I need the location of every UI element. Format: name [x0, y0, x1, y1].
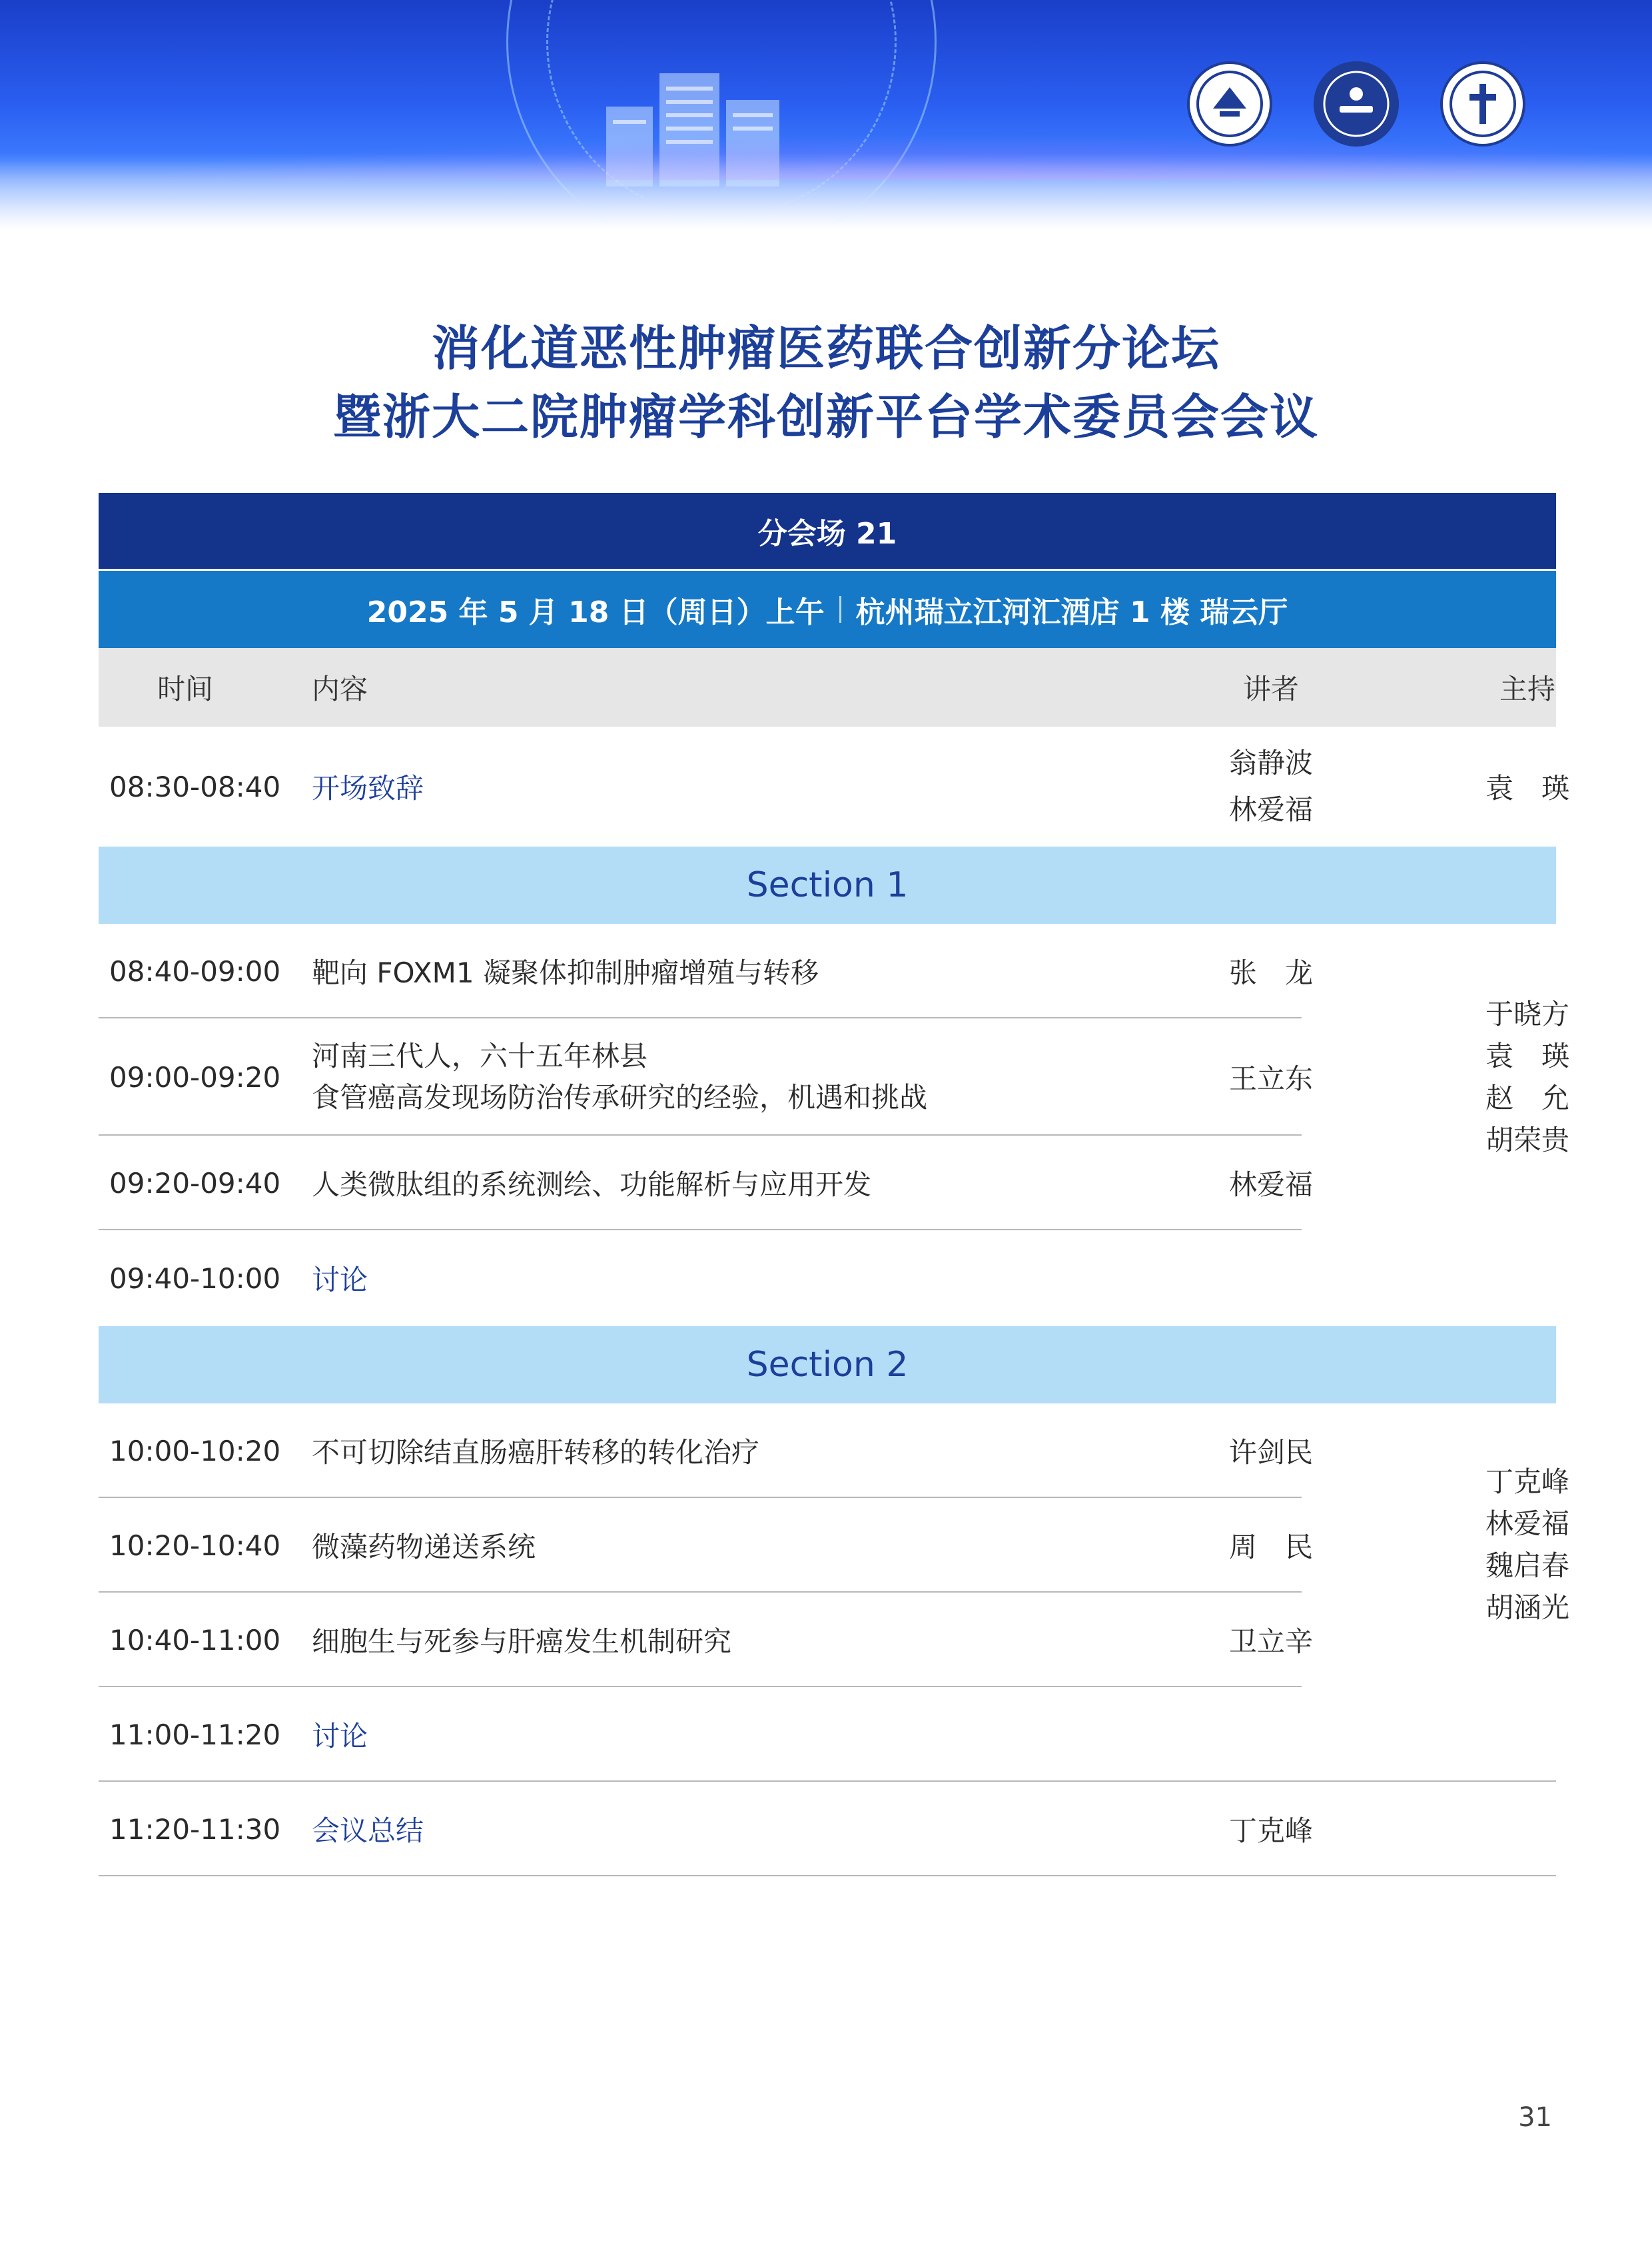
- row-content: 微藻药物递送系统: [312, 1531, 536, 1563]
- row-content: 人类微肽组的系统测绘、功能解析与应用开发: [312, 1168, 872, 1201]
- content-line: 食管癌高发现场防治传承研究的经验，机遇和挑战: [312, 1081, 928, 1114]
- header-time: 时间: [157, 673, 213, 705]
- row-speaker: [1164, 727, 1378, 847]
- header-content: 内容: [312, 673, 368, 705]
- content-line: 河南三代人，六十五年林县: [312, 1040, 648, 1072]
- row-time: 09:00-09:20: [109, 1060, 281, 1094]
- table-header: [99, 648, 1556, 727]
- row-time: 09:20-09:40: [109, 1166, 281, 1200]
- table-row: [99, 727, 1569, 847]
- zhejiang-university-logo-icon: [1187, 61, 1272, 147]
- schedule-table: [99, 493, 1569, 1876]
- row-time: 08:30-08:40: [109, 770, 281, 803]
- row-content: 不可切除结直肠癌肝转移的转化治疗: [312, 1436, 760, 1469]
- venue-bar: [99, 493, 1556, 569]
- venue-label: 分会场 21: [757, 517, 897, 551]
- date-bar: [99, 569, 1556, 648]
- row-divider: [99, 1875, 1556, 1876]
- table-row: [99, 1782, 1556, 1876]
- section-1-block: [99, 924, 1569, 1326]
- host-name: 魏启春: [1485, 1549, 1569, 1582]
- section-header: Section 2: [99, 1326, 1556, 1403]
- row-content: 靶向 FOXM1 凝聚体抑制肿瘤增殖与转移: [312, 956, 819, 989]
- section-header: Section 1: [99, 847, 1556, 924]
- header-banner: [0, 0, 1652, 230]
- row-content: 开场致辞: [312, 772, 424, 805]
- location-label: 杭州瑞立江河汇酒店 1 楼 瑞云厅: [855, 595, 1288, 629]
- host-name: 胡荣贵: [1485, 1124, 1569, 1156]
- row-host: 袁 瑛: [1485, 772, 1569, 805]
- table-row: [99, 1018, 1556, 1136]
- row-content: 会议总结: [312, 1814, 424, 1847]
- row-speaker: 王立东: [1228, 1062, 1313, 1095]
- row-time: 11:20-11:30: [109, 1812, 281, 1846]
- host-name: 于晓方: [1485, 998, 1569, 1030]
- forum-title: 消化道恶性肿瘤医药联合创新分论坛: [431, 320, 1220, 376]
- table-row: [99, 1593, 1556, 1687]
- header-speaker: 讲者: [1242, 673, 1299, 705]
- speaker-name: 翁静波: [1228, 747, 1313, 779]
- section-1-hosts: [1384, 924, 1652, 1230]
- row-content: 细胞生与死参与肝癌发生机制研究: [312, 1625, 732, 1658]
- date-label: 2025 年 5 月 18 日（周日）上午: [366, 595, 825, 629]
- speaker-name: 林爱福: [1228, 793, 1313, 826]
- section-2-block: [99, 1403, 1569, 1782]
- society-logo-icon: [1440, 61, 1525, 147]
- host-name: 胡涵光: [1485, 1591, 1569, 1624]
- row-speaker: 丁克峰: [1228, 1814, 1313, 1847]
- logo-group: [1187, 61, 1525, 147]
- host-name: 丁克峰: [1485, 1465, 1569, 1498]
- row-speaker: 卫立辛: [1228, 1625, 1313, 1658]
- row-time: 11:00-11:20: [109, 1718, 281, 1751]
- page-number: 31: [1518, 2102, 1552, 2133]
- table-row: [99, 1687, 1556, 1782]
- row-time: 09:40-10:00: [109, 1262, 281, 1295]
- host-name: 林爱福: [1485, 1507, 1569, 1540]
- row-content: [312, 1018, 1171, 1136]
- hospital-logo-icon: [1314, 61, 1399, 147]
- row-time: 10:00-10:20: [109, 1434, 281, 1467]
- row-speaker: 许剑民: [1228, 1436, 1313, 1469]
- table-row: [99, 1403, 1556, 1498]
- row-speaker: 张 龙: [1228, 956, 1313, 989]
- host-name: 袁 瑛: [1485, 1040, 1569, 1072]
- banner-fade: [0, 153, 1652, 230]
- table-row: [99, 1230, 1556, 1326]
- row-time: 10:20-10:40: [109, 1529, 281, 1562]
- forum-subtitle: 暨浙大二院肿瘤学科创新平台学术委员会会议: [332, 389, 1319, 445]
- table-row: [99, 1498, 1556, 1593]
- divider: [839, 596, 841, 623]
- row-time: 08:40-09:00: [109, 954, 281, 988]
- row-content: 讨论: [312, 1720, 368, 1752]
- row-speaker: 周 民: [1228, 1531, 1313, 1563]
- header-host: 主持: [1499, 673, 1555, 705]
- host-name: 赵 允: [1485, 1082, 1569, 1114]
- row-content: 讨论: [312, 1264, 368, 1296]
- row-speaker: 林爱福: [1228, 1168, 1313, 1201]
- section-2-hosts: [1384, 1403, 1652, 1686]
- table-row: [99, 924, 1556, 1018]
- table-row: [99, 1136, 1556, 1230]
- row-time: 10:40-11:00: [109, 1623, 281, 1657]
